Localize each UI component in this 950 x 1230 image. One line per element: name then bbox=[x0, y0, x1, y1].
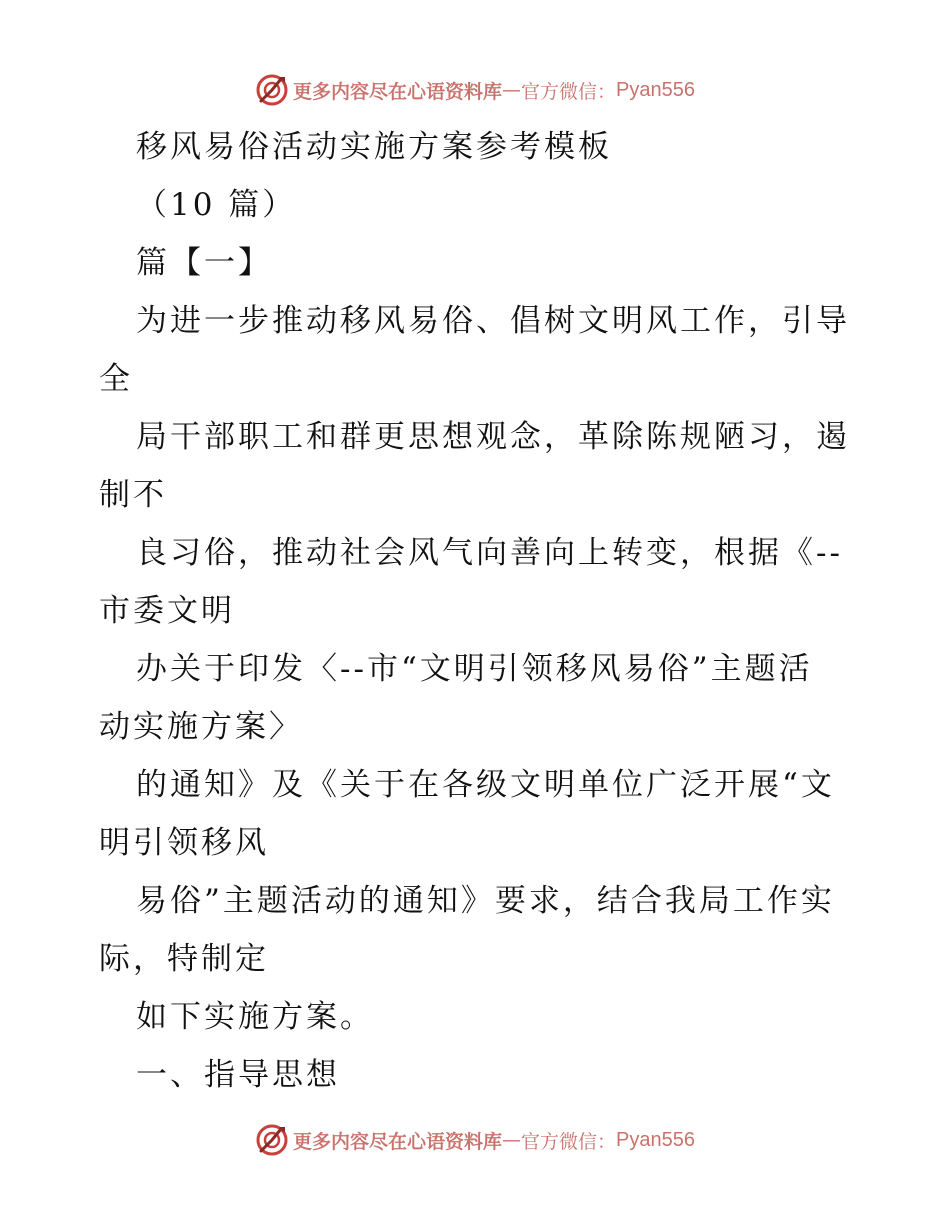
watermark-wechat-id: Pyan556 bbox=[616, 1128, 695, 1151]
paragraph-line: 动实施方案〉 bbox=[99, 709, 303, 745]
paragraph-line: 局干部职工和群更思想观念，革除陈规陋习，遏 bbox=[136, 419, 850, 455]
watermark-wechat-label: 官方微信： bbox=[521, 80, 617, 103]
watermark-wechat-label: 官方微信： bbox=[521, 1130, 617, 1153]
paragraph-line: 办关于印发〈--市“文明引领移风易俗”主题活 bbox=[136, 651, 813, 687]
section-heading: 篇【一】 bbox=[136, 245, 272, 281]
paragraph-line: 为进一步推动移风易俗、倡树文明风工作，引导 bbox=[136, 303, 850, 339]
paragraph-line: 如下实施方案。 bbox=[136, 999, 374, 1035]
doc-title: 移风易俗活动实施方案参考模板 bbox=[136, 129, 612, 165]
paragraph-line: 制不 bbox=[99, 477, 167, 513]
watermark-separator: — bbox=[502, 1129, 522, 1151]
watermark-slogan: 更多内容尽在心语资料库 bbox=[293, 1130, 503, 1153]
paragraph-line: 全 bbox=[99, 361, 133, 397]
paragraph-line: 易俗”主题活动的通知》要求，结合我局工作实 bbox=[136, 883, 835, 919]
brand-logo-icon bbox=[255, 73, 289, 107]
watermark-slogan: 更多内容尽在心语资料库 bbox=[293, 80, 503, 103]
paragraph-line: 的通知》及《关于在各级文明单位广泛开展“文 bbox=[136, 767, 835, 803]
paragraph-line: 际，特制定 bbox=[99, 941, 269, 977]
paragraph-line: 良习俗，推动社会风气向善向上转变，根据《-- bbox=[136, 535, 843, 571]
footer-watermark bbox=[0, 1120, 950, 1160]
section-heading-guiding-ideology: 一、指导思想 bbox=[136, 1057, 340, 1093]
watermark-separator: — bbox=[502, 79, 522, 101]
brand-logo-icon bbox=[255, 1123, 289, 1157]
doc-subtitle: （10 篇） bbox=[136, 187, 297, 223]
paragraph-line: 明引领移风 bbox=[99, 825, 269, 861]
header-watermark bbox=[0, 70, 950, 110]
paragraph-line: 市委文明 bbox=[99, 593, 235, 629]
watermark-wechat-id: Pyan556 bbox=[616, 78, 695, 101]
